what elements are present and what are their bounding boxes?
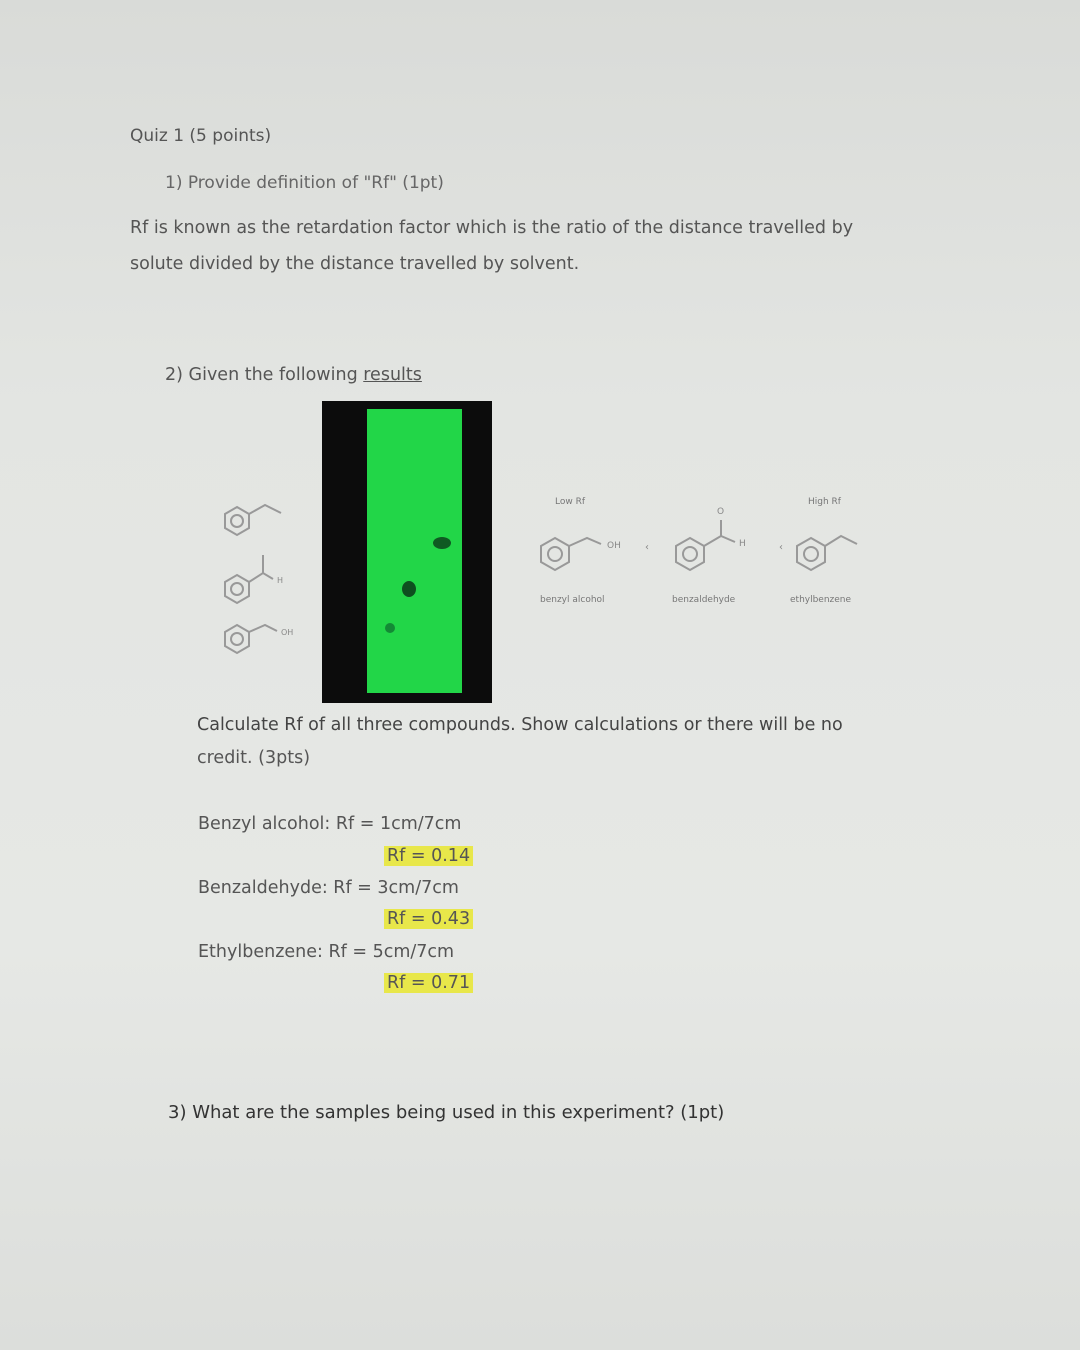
spot-benzaldehyde — [402, 581, 416, 597]
benzaldehyde-h-label-left: H — [277, 576, 284, 585]
ethylbenzene-name: ethylbenzene — [790, 595, 852, 605]
instruction-line-2: credit. (3pts) — [197, 748, 311, 768]
spot-ethylbenzene — [433, 537, 451, 549]
benzaldehyde-h-label: H — [739, 539, 746, 549]
left-structures — [215, 495, 325, 665]
results-link[interactable]: results — [363, 365, 422, 385]
benzaldehyde-name: benzaldehyde — [672, 595, 736, 605]
benzaldehyde-o-label: O — [717, 507, 725, 517]
highlight-benzaldehyde: Rf = 0.43 — [384, 909, 473, 929]
arrow-1: ‹ — [645, 542, 649, 553]
result-benzyl-alcohol-value — [384, 846, 473, 866]
question-2 — [165, 365, 422, 385]
question-2-prefix: 2) Given the following — [165, 365, 364, 385]
tlc-plate — [367, 409, 462, 693]
question-1: 1) Provide definition of "Rf" (1pt) — [165, 173, 444, 193]
result-benzyl-alcohol-calc: Benzyl alcohol: Rf = 1cm/7cm — [198, 814, 462, 834]
answer-1-line-1: Rf is known as the retardation factor which is the ratio of the distance travelled by — [130, 218, 854, 238]
spot-benzyl-alcohol — [385, 623, 395, 633]
benzyl-alcohol-oh-label-left: OH — [281, 628, 294, 637]
quiz-title: Quiz 1 (5 points) — [130, 126, 272, 146]
benzyl-alcohol-oh-label: OH — [607, 541, 621, 551]
benzyl-alcohol-structure — [541, 538, 601, 570]
ethylbenzene-structure — [797, 536, 857, 570]
answer-1-line-2: solute divided by the distance travelled by solvent. — [130, 254, 580, 274]
question-3: 3) What are the samples being used in this experiment? (1pt) — [168, 1102, 725, 1123]
benzyl-alcohol-name: benzyl alcohol — [540, 595, 605, 605]
benzyl-alcohol-structure-left — [225, 625, 277, 653]
instruction-line-1: Calculate Rf of all three compounds. Show calculations or there will be no — [197, 715, 843, 735]
benzaldehyde-structure — [676, 520, 735, 570]
tlc-plate-frame — [322, 401, 492, 703]
highlight-ethylbenzene: Rf = 0.71 — [384, 973, 473, 993]
benzaldehyde-structure-left — [225, 555, 273, 603]
high-rf-label: High Rf — [808, 497, 841, 507]
low-rf-label: Low Rf — [555, 497, 586, 507]
result-benzaldehyde-calc: Benzaldehyde: Rf = 3cm/7cm — [198, 878, 459, 898]
ethylbenzene-structure-left — [225, 505, 281, 535]
highlight-benzyl-alcohol: Rf = 0.14 — [384, 846, 473, 866]
result-benzaldehyde-value — [384, 909, 473, 929]
result-ethylbenzene-value — [384, 973, 473, 993]
right-structures — [535, 507, 875, 600]
result-ethylbenzene-calc: Ethylbenzene: Rf = 5cm/7cm — [198, 942, 455, 962]
arrow-2: ‹ — [779, 542, 783, 553]
